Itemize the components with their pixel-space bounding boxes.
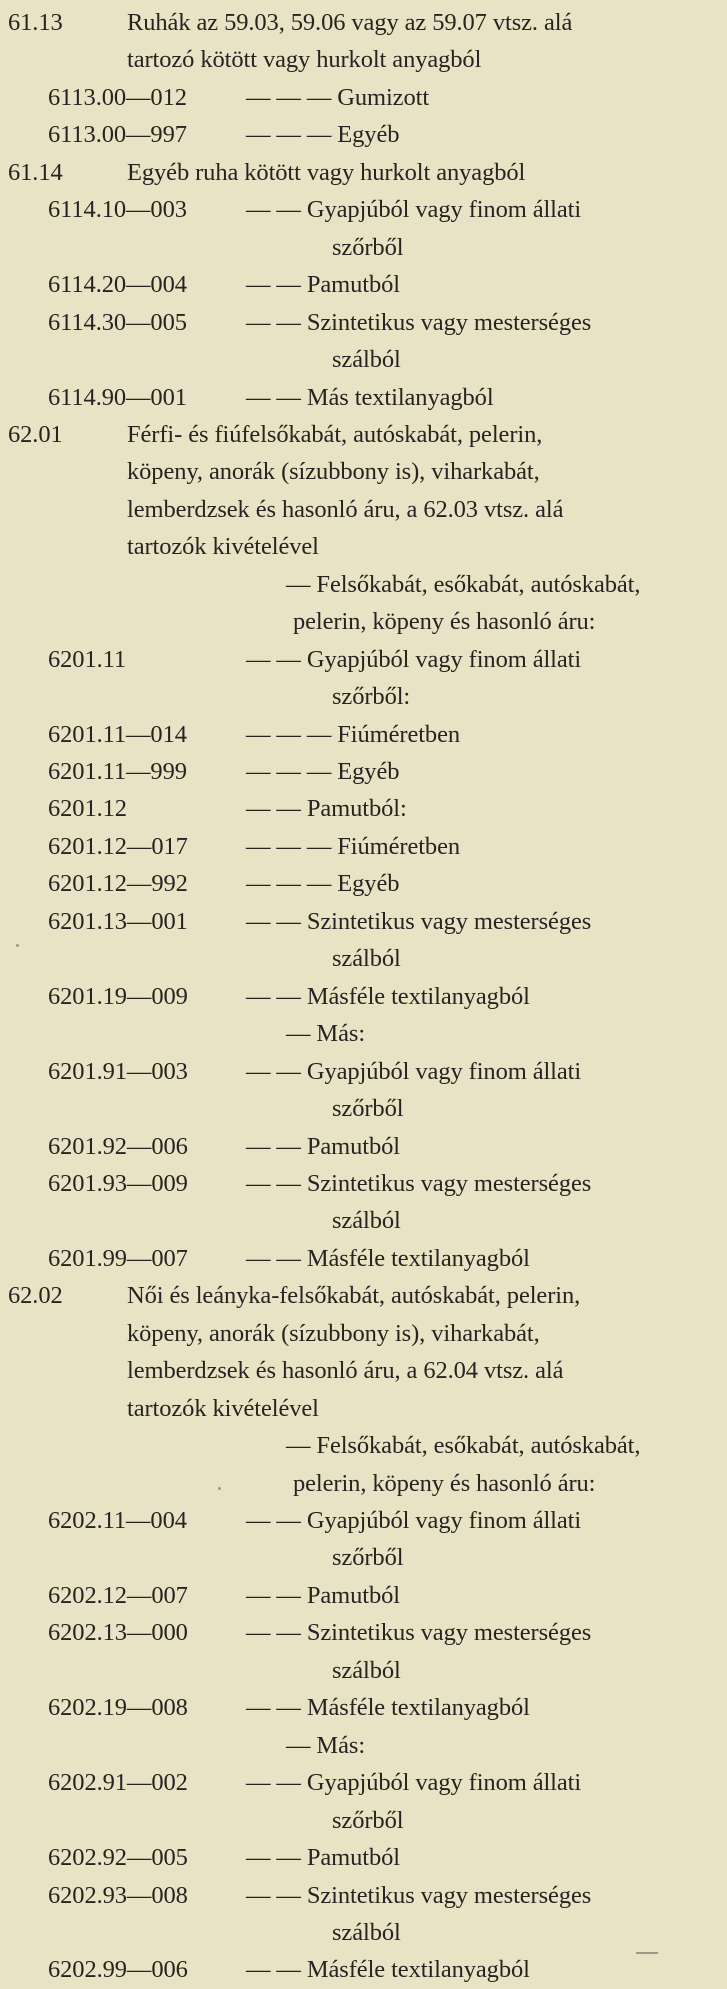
print-speck [218,1487,221,1490]
tariff-description: — — — Egyéb [246,121,400,149]
tariff-code: 6201.91—003 [48,1057,188,1085]
tariff-description: szálból [332,945,401,973]
tariff-code: 6114.10—003 [48,196,187,224]
tariff-description: — — Gyapjúból vagy finom állati [246,1769,582,1797]
tariff-description: — — Szintetikus vagy mesterséges [246,907,592,935]
tariff-code: 6202.91—002 [48,1769,188,1797]
tariff-description: — — Szintetikus vagy mesterséges [246,1169,592,1197]
tariff-description: köpeny, anorák (sízubbony is), viharkabát, [127,458,540,486]
tariff-description: szálból [332,1918,401,1946]
tariff-description: — Más: [286,1020,366,1048]
tariff-code: 6201.13—001 [48,907,188,935]
tariff-description: Női és leányka-felsőkabát, autóskabát, pelerin, [127,1282,581,1310]
tariff-description: — — Gyapjúból vagy finom állati [246,1057,582,1085]
tariff-code: 6201.11—014 [48,720,187,748]
tariff-code: 62.02 [8,1282,63,1310]
tariff-description: — — Másféle textilanyagból [246,1694,530,1722]
tariff-description: — Felsőkabát, esőkabát, autóskabát, [286,570,641,598]
tariff-description: tartozók kivételével [127,533,319,561]
tariff-code: 6202.19—008 [48,1694,188,1722]
print-speck [16,944,19,947]
tariff-description: pelerin, köpeny és hasonló áru: [293,1469,596,1497]
tariff-description: — — Más textilanyagból [246,383,494,411]
tariff-description: tartozók kivételével [127,1394,319,1422]
tariff-description: lemberdzsek és hasonló áru, a 62.04 vtsz. alá [127,1357,564,1385]
tariff-code: 6114.90—001 [48,383,187,411]
tariff-description: szőrből: [332,683,411,711]
tariff-description: — Felsőkabát, esőkabát, autóskabát, [286,1432,641,1460]
tariff-description: — — Másféle textilanyagból [246,1244,530,1272]
tariff-description: — — — Gumizott [246,83,430,111]
tariff-description: — — — Egyéb [246,758,400,785]
tariff-code: 61.14 [8,158,63,186]
tariff-code: 6201.12 [48,795,127,823]
tariff-description: köpeny, anorák (sízubbony is), viharkabát, [127,1319,540,1347]
tariff-code: 6201.12—992 [48,870,188,898]
tariff-description: szőrből [332,233,404,261]
tariff-code: 6202.11—004 [48,1507,187,1534]
tariff-code: 6114.20—004 [48,271,187,299]
tariff-description: szőrből [332,1544,404,1572]
tariff-code: 6202.92—005 [48,1844,188,1872]
tariff-description: pelerin, köpeny és hasonló áru: [293,608,596,636]
tariff-description: tartozó kötött vagy hurkolt anyagból [127,46,482,74]
tariff-description: — — — Fiúméretben [246,720,461,748]
tariff-code: 6201.12—017 [48,832,188,860]
tariff-description: — — Szintetikus vagy mesterséges [246,1881,592,1909]
tariff-code: 6202.93—008 [48,1881,188,1909]
tariff-code: 6202.99—006 [48,1956,188,1984]
tariff-code: 6114.30—005 [48,308,187,336]
tariff-description: szálból [332,1207,401,1235]
tariff-code: 61.13 [8,9,63,36]
tariff-description: — — Pamutból [246,1844,400,1872]
tariff-code: 6201.93—009 [48,1169,188,1197]
tariff-description: — — — Egyéb [246,870,400,898]
tariff-description: lemberdzsek és hasonló áru, a 62.03 vtsz. alá [127,495,564,523]
tariff-description: — — Szintetikus vagy mesterséges [246,1619,592,1647]
tariff-code: 62.01 [8,420,63,448]
tariff-description: — — Pamutból: [246,795,407,823]
tariff-description: Ruhák az 59.03, 59.06 vagy az 59.07 vtsz. alá [127,9,573,36]
tariff-description: — Más: [286,1731,366,1759]
tariff-code: 6113.00—012 [48,83,187,111]
tariff-description: szálból [332,346,401,374]
tariff-description: — — Másféle textilanyagból [246,982,530,1010]
tariff-description: Egyéb ruha kötött vagy hurkolt anyagból [127,158,526,186]
tariff-description: — — Gyapjúból vagy finom állati [246,1507,582,1534]
tariff-description: Férfi- és fiúfelsőkabát, autóskabát, pelerin, [127,420,543,448]
tariff-code: 6113.00—997 [48,121,187,149]
tariff-description: — — Pamutból [246,271,400,299]
tariff-description: szálból [332,1656,401,1684]
tariff-description: szőrből [332,1806,404,1834]
tariff-code: 6201.11—999 [48,758,187,785]
tariff-description: — — Szintetikus vagy mesterséges [246,308,592,336]
print-speck [636,1952,658,1954]
tariff-description: — — Pamutból [246,1581,400,1609]
tariff-code: 6201.92—006 [48,1132,188,1160]
tariff-description: — — — Fiúméretben [246,832,461,860]
tariff-description: — — Gyapjúból vagy finom állati [246,645,582,673]
tariff-code: 6202.12—007 [48,1581,188,1609]
tariff-description: — — Gyapjúból vagy finom állati [246,196,582,224]
tariff-description: szőrből [332,1095,404,1123]
tariff-code: 6202.13—000 [48,1619,188,1647]
tariff-description: — — Pamutból [246,1132,400,1160]
tariff-code: 6201.99—007 [48,1244,188,1272]
tariff-code: 6201.19—009 [48,982,188,1010]
tariff-code: 6201.11 [48,645,127,673]
tariff-description: — — Másféle textilanyagból [246,1956,530,1984]
